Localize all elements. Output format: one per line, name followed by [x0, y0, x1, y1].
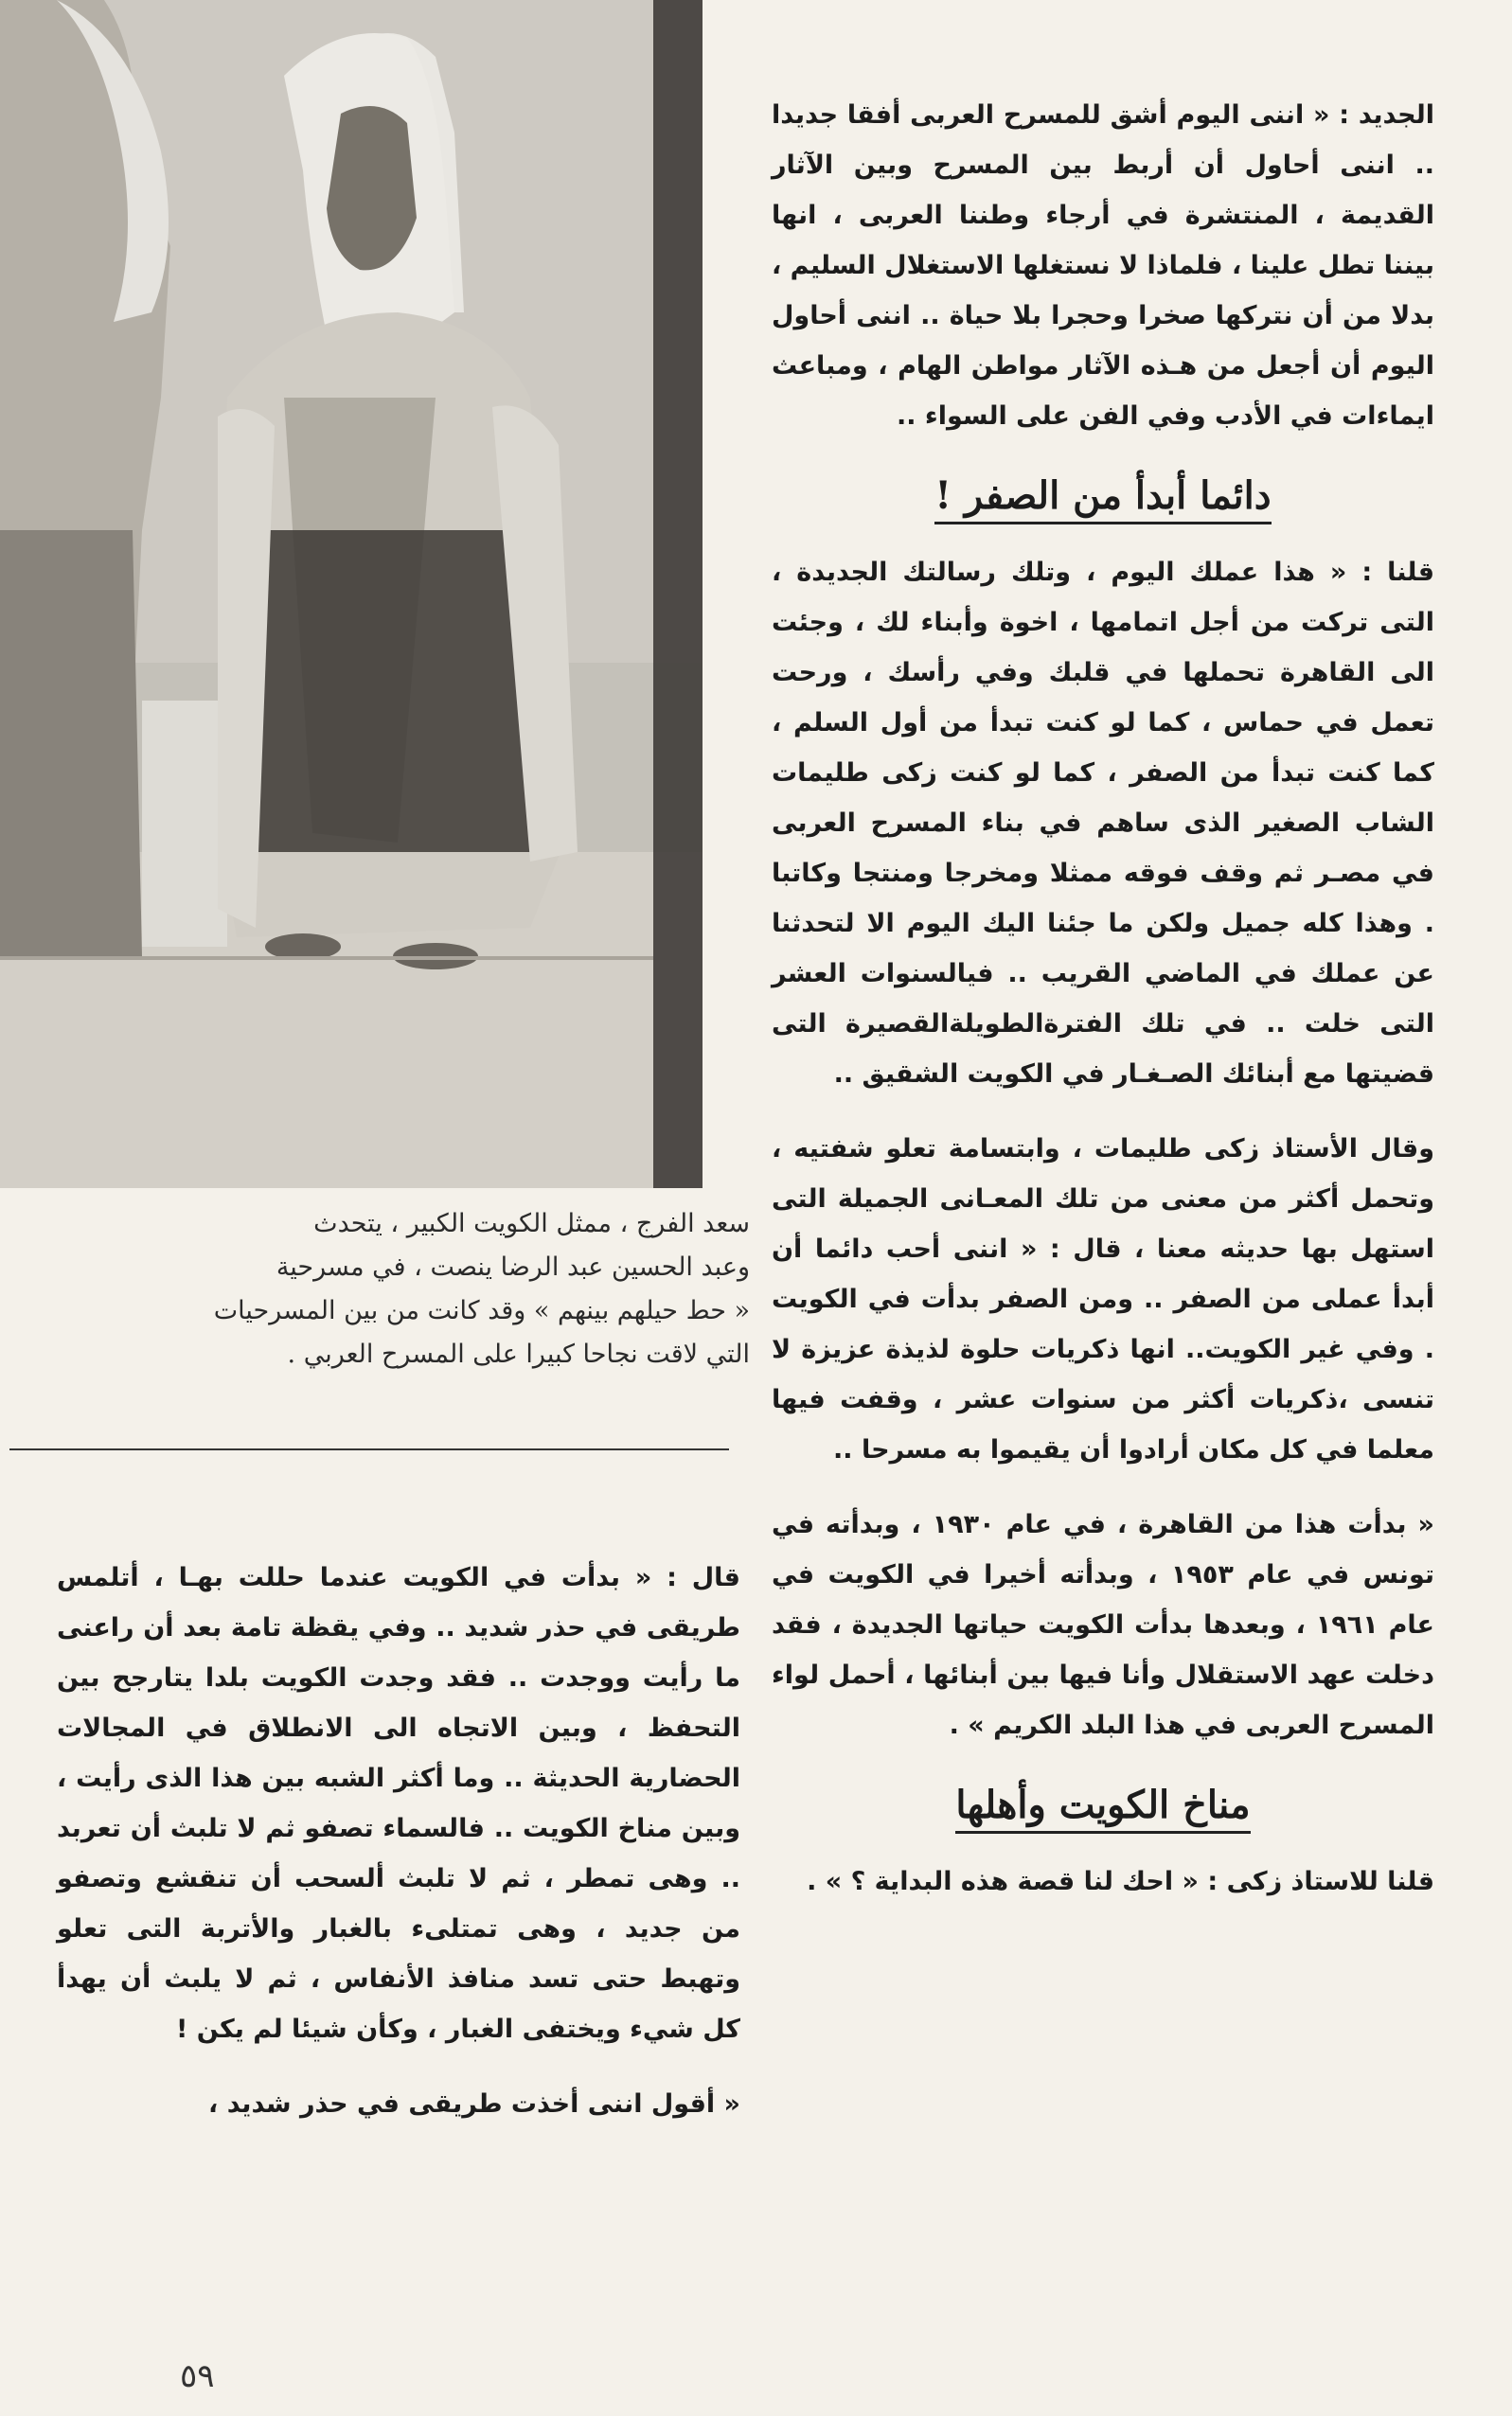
page-number: ٥٩ — [180, 2357, 215, 2395]
paragraph: قلنا : « هذا عملك اليوم ، وتلك رسالتك الجديدة ، التى تركت من أجل اتمامها ، اخوة وأبناء لك ، وجئت الى القاهرة تحملها في قلبك وفي رأسك ، ورحت تعمل في حماس ، كما لو كنت تبدأ من أول السلم ، كما كنت تبدأ من الصفر ، كما لو كنت زكى طليمات الشاب الصغير الذى ساهم في بناء المسرح العربى في مصـر ثم وقف فوقه ممثلا ومخرجا ومنتجا وكاتبا . وهذا كله جميل ولكن ما جئنا اليك اليوم الا لتحدثنا عن عملك في الماضي القريب .. فيالسنوات العشر التى خلت .. في تلك الفترةالطويلةالقصيرة التى قضيتها مع أبنائك الصـغـار في الكويت الشقيق .. — [772, 558, 1434, 1089]
paragraph: « أقول اننى أخذت طريقى في حذر شديد ، — [208, 2089, 740, 2119]
section-heading-text: دائما أبدأ من الصفر ! — [934, 473, 1271, 524]
caption-line: وعبد الحسين عبد الرضا ينصت ، في مسرحية — [276, 1252, 750, 1282]
right-column — [772, 90, 1434, 1931]
paragraph: وقال الأستاذ زكى طليمات ، وابتسامة تعلو شفتيه ، وتحمل أكثر من معنى من تلك المعـانى الجميلة التى استهل بها حديثه معنا ، قال : « اننى أحب دائما أن أبدأ عملى من الصفر .. ومن الصفر بدأت في الكويت . وفي غير الكويت.. انها ذكريات حلوة لذيذة عزيزة لا تنسى ،ذكريات أكثر من سنوات عشر ، وقفت فيها معلما في كل مكان أرادوا أن يقيموا به مسرحا .. — [772, 1134, 1434, 1465]
section-heading-text: مناخ الكويت وأهلها — [955, 1783, 1250, 1834]
left-column — [57, 1553, 740, 2154]
paragraph: قلنا للاستاذ زكى : « احك لنا قصة هذه البداية ؟ » . — [807, 1867, 1434, 1896]
section-heading — [772, 466, 1434, 526]
paragraph: الجديد : « اننى اليوم أشق للمسرح العربى أفقا جديدا .. اننى أحاول أن أربط بين المسرح وبين الآثار القديمة ، المنتشرة في أرجاء وطننا العربى ، انها بيننا تطل علينا ، فلماذا لا نستغلها الاستغلال السليم ، بدلا من أن نتركها صخرا وحجرا بلا حياة .. اننى أحاول اليوم أن أجعل من هـذه الآثار مواطن الهام ، ومباعث ايماءات في الأدب وفي الفن على السواء .. — [772, 100, 1434, 431]
photograph-icon — [0, 0, 703, 1188]
section-heading — [772, 1775, 1434, 1836]
caption-line: « حط حيلهم بينهم » وقد كانت من بين المسرحيات — [213, 1296, 750, 1325]
photo-caption — [68, 1202, 750, 1377]
photograph — [0, 0, 703, 1188]
horizontal-divider — [9, 1448, 729, 1450]
paragraph: « بدأت هذا من القاهرة ، في عام ١٩٣٠ ، وبدأته في تونس في عام ١٩٥٣ ، وبدأته أخيرا في الكويت في عام ١٩٦١ ، وبعدها بدأت الكويت حياتها الجديدة ، فقد دخلت عهد الاستقلال وأنا فيها بين أبنائها ، أحمل لواء المسرح العربى في هذا البلد الكريم » . — [772, 1510, 1435, 1740]
paragraph: قال : « بدأت في الكويت عندما حللت بهـا ، أتلمس طريقى في حذر شديد .. وفي يقظة تامة بعد أن راعنى ما رأيت ووجدت .. فقد وجدت الكويت بلدا يتارجح بين التحفظ ، وبين الاتجاه الى الانطلاق في المجالات الحضارية الحديثة .. وما أكثر الشبه بين هذا الذى رأيت ، وبين مناخ الكويت .. فالسماء تصفو ثم لا تلبث أن تعربد .. وهى تمطر ، ثم لا تلبث ألسحب أن تنقشع وتصفو من جديد ، وهى تمتلىء بالغبار والأتربة التى تعلو وتهبط حتى تسد منافذ الأنفاس ، ثم لا يلبث أن يهدأ كل شيء ويختفى الغبار ، وكأن شيئا لم يكن ! — [57, 1563, 740, 2044]
caption-line: التي لاقت نجاحا كبيرا على المسرح العربي . — [287, 1340, 750, 1369]
caption-line: سعد الفرج ، ممثل الكويت الكبير ، يتحدث — [313, 1209, 750, 1238]
